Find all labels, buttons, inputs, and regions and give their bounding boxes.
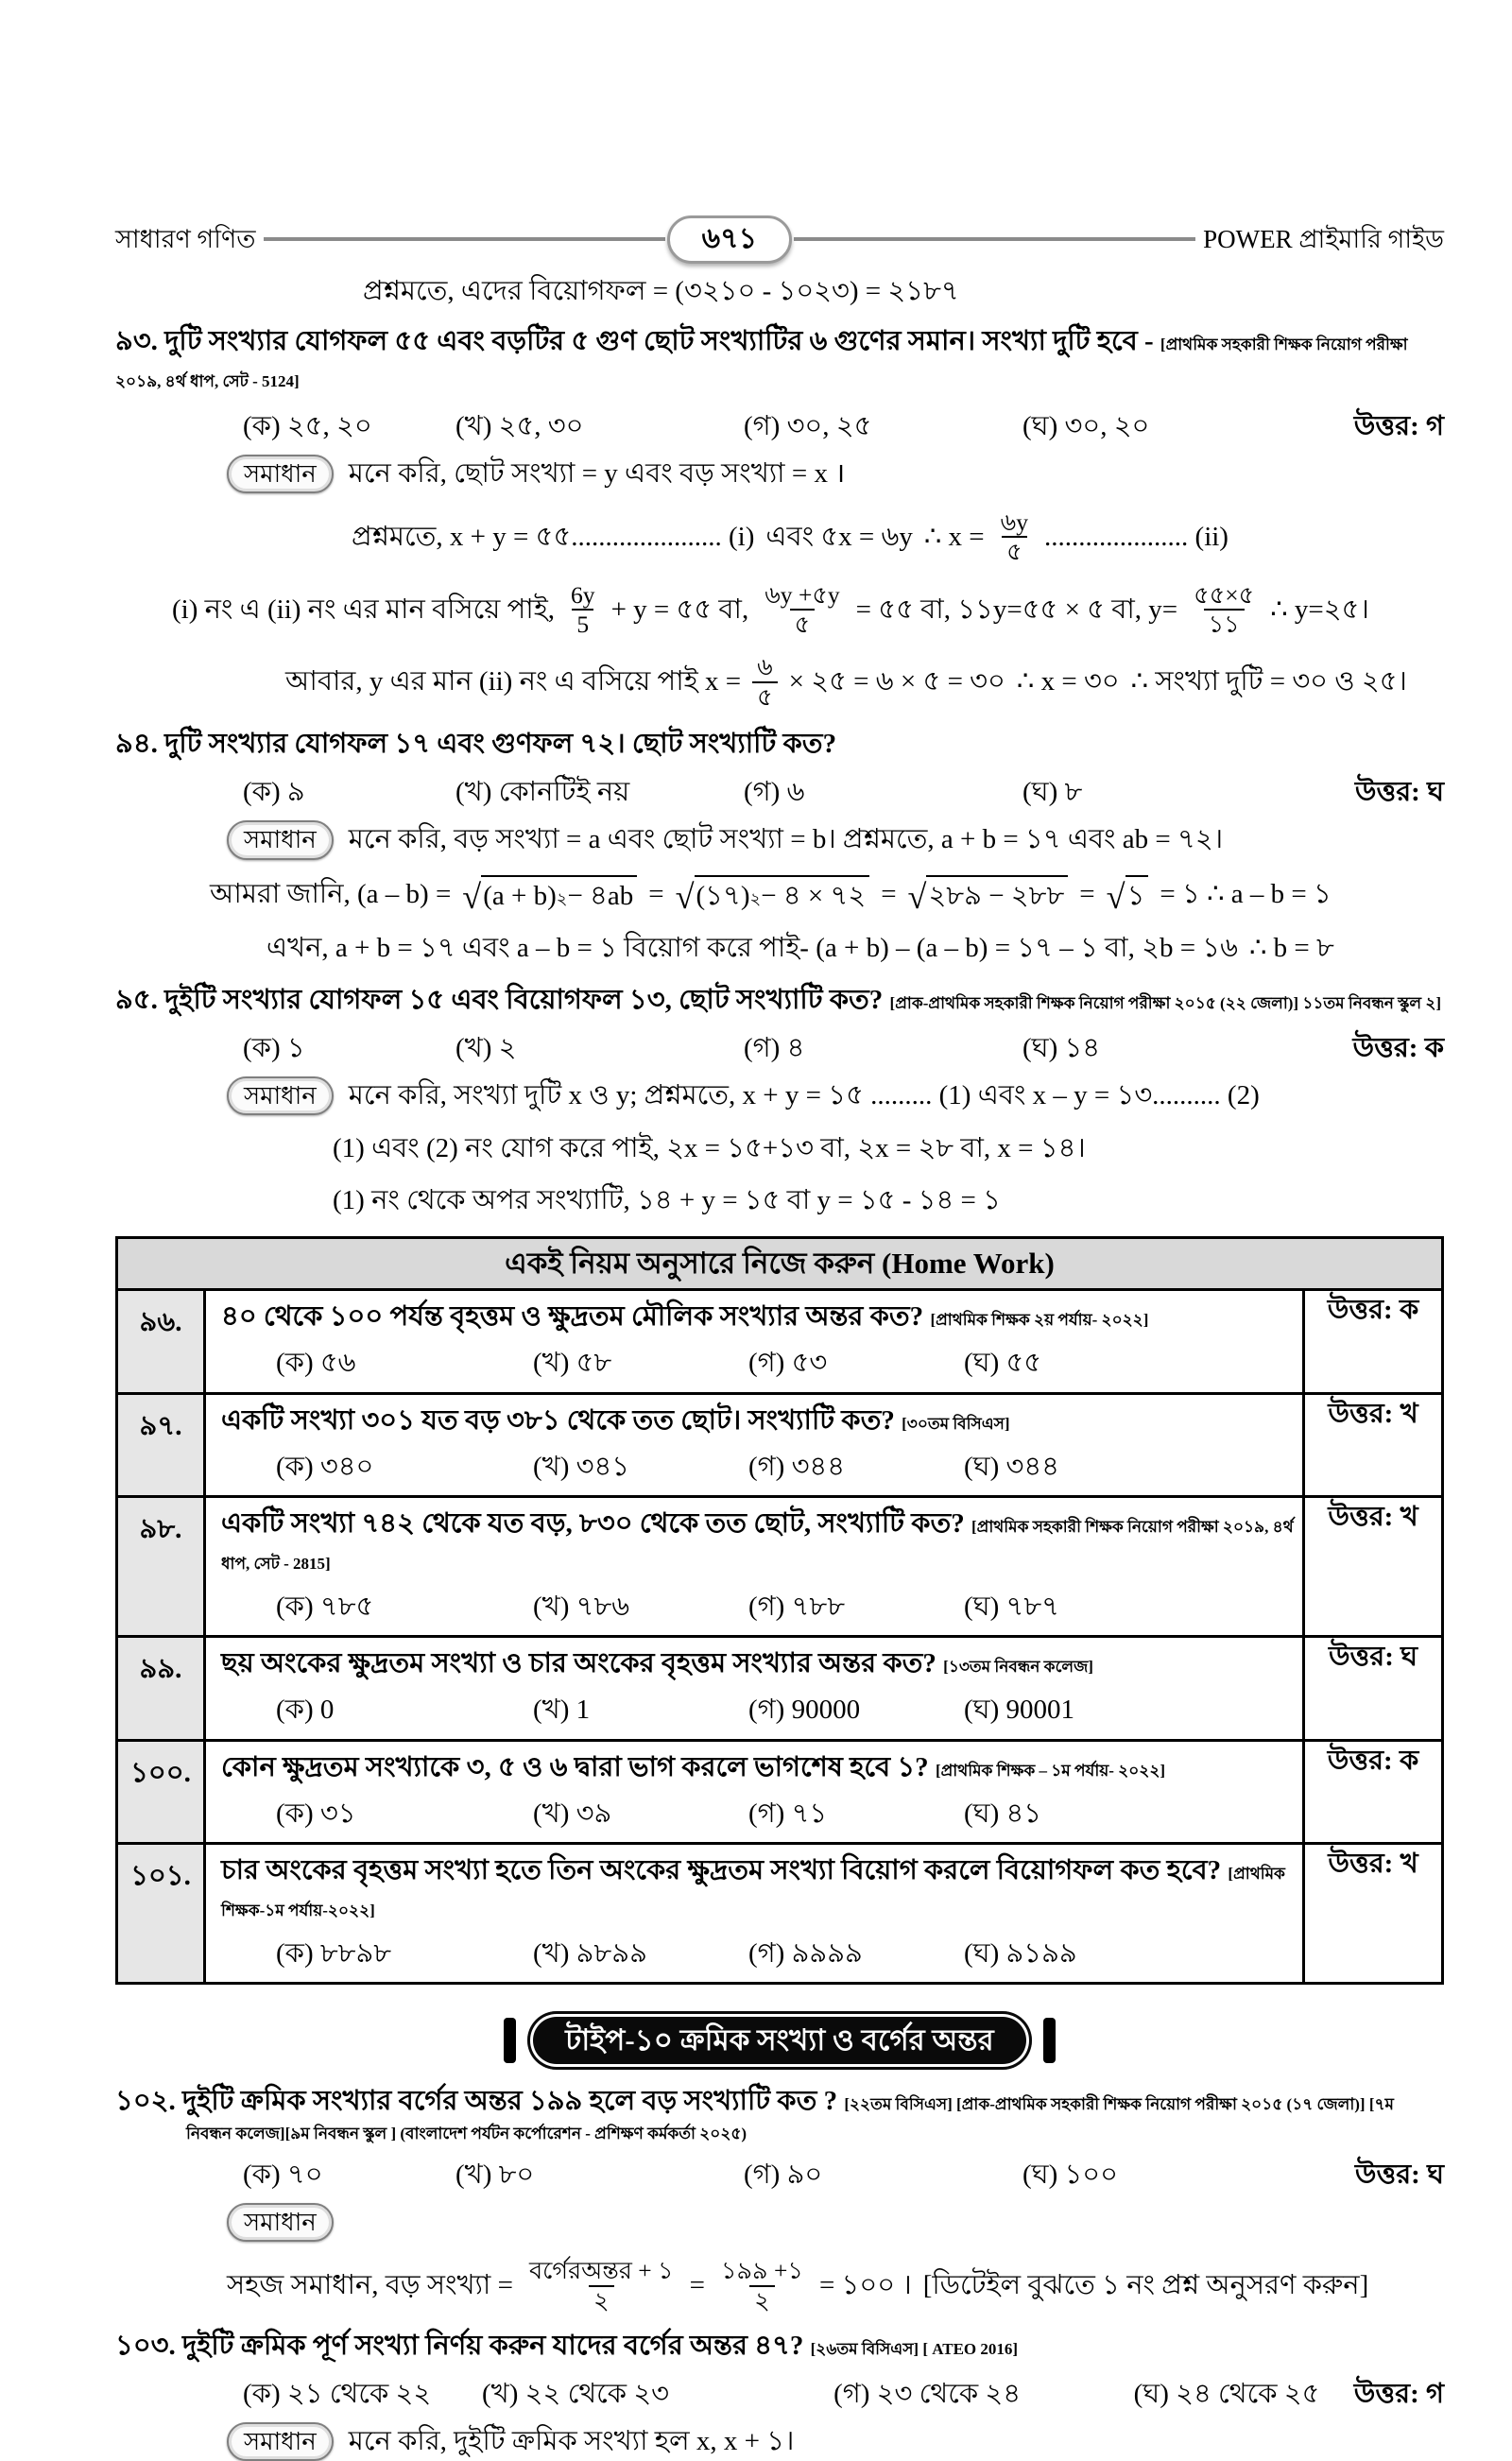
options-row xyxy=(276,1589,1295,1626)
options-row xyxy=(276,1345,1295,1382)
solution-intro: মনে করি, ছোট সংখ্যা = y এবং বড় সংখ্যা = x । xyxy=(348,458,846,490)
question-line xyxy=(115,982,1444,1019)
equation-line xyxy=(333,1182,1444,1219)
option-b: (খ) ৩৯ xyxy=(533,1798,612,1829)
question-line xyxy=(115,726,1444,763)
equation-line: (i) নং এ (ii) নং এর মান বসিয়ে পাই, $\frac{6y}{5}$ + y = ৫৫ বা, $\frac{৬y +৫y}{৫}$ = ৫৫ বা, ১১y=৫৫ × ৫ বা, y= $\frac{৫৫\times ৫}{১১}$ ∴ y=২৫। xyxy=(172,580,1369,639)
option-d: (ঘ) ১৪ xyxy=(1022,1032,1101,1063)
option-b: (খ) ৫৮ xyxy=(533,1348,612,1379)
question-source: [প্রাথমিক সহকারী শিক্ষক নিয়োগ পরীক্ষা ২০১৯, ৪র্থ ধাপ, সেট - 5124] xyxy=(115,335,1408,390)
solution-row xyxy=(227,820,1444,859)
question-number: ৯৬. xyxy=(117,1290,205,1393)
question-102 xyxy=(115,2083,1444,2315)
question-text: একটি সংখ্যা ৭৪২ থেকে যত বড়, ৮৩০ থেকে তত ছোট, সংখ্যাটি কত? xyxy=(221,1507,965,1539)
solution-badge: সমাধান xyxy=(227,1076,334,1115)
options-row xyxy=(276,1936,1295,1972)
question-number: ১০৩. xyxy=(115,2331,176,2362)
homework-title: একই নিয়ম অনুসারে নিজে করুন (Home Work) xyxy=(117,1238,1443,1290)
question-text: দুইটি ক্রমিক সংখ্যার বর্গের অন্তর ১৯৯ হলে বড় সংখ্যাটি কত ? xyxy=(182,2086,838,2117)
option-c: (গ) ৭৮৮ xyxy=(748,1592,846,1623)
section-banner-title: টাইপ-১০ ক্রমিক সংখ্যা ও বর্গের অন্তর xyxy=(527,2011,1031,2070)
question-source: [প্রাথমিক শিক্ষক-১ম পর্যায়-২০২২] xyxy=(221,1864,1285,1919)
option-a: (ক) ২১ থেকে ২২ xyxy=(243,2379,432,2410)
option-b: (খ) ২ xyxy=(455,1032,517,1063)
question-source: [২২তম বিসিএস] [প্রাক-প্রাথমিক সহকারী শিক্ষক নিয়োগ পরীক্ষা ২০১৫ (১৭ জেলা)] [৭ম xyxy=(844,2095,1394,2114)
header-rule-right xyxy=(794,237,1195,241)
answer-label: উত্তর: ক xyxy=(1352,1032,1444,1063)
option-b: (খ) ২৫, ৩০ xyxy=(455,410,584,441)
question-text: কোন ক্ষুদ্রতম সংখ্যাকে ৩, ৫ ও ৬ দ্বারা ভাগ করলে ভাগশেষ হবে ১? xyxy=(221,1751,929,1782)
option-c: (গ) ৭১ xyxy=(748,1798,828,1829)
option-c: (গ) ৯০ xyxy=(744,2160,823,2191)
question-number: ৯৩. xyxy=(115,325,158,356)
question-number: ৯৯. xyxy=(117,1637,205,1740)
options-row xyxy=(276,1449,1295,1486)
equation-line: আবার, y এর মান (ii) নং এ বসিয়ে পাই x = $\frac{৬}{৫}$ × ২৫ = ৬ × ৫ = ৩০ ∴ x = ৩০ ∴ সংখ্যা দুটি = ৩০ ও ২৫। xyxy=(285,653,1407,711)
solution-row xyxy=(227,455,1444,493)
homework-row-98 xyxy=(117,1496,1443,1636)
equation-line xyxy=(333,1130,1444,1167)
equation-text: (1) নং থেকে অপর সংখ্যাটি, ১৪ + y = ১৫ বা y = ১৫ - ১৪ = ১ xyxy=(333,1185,1001,1216)
homework-row-101 xyxy=(117,1843,1443,1983)
option-b: (খ) ৭৮৬ xyxy=(533,1592,630,1623)
answer-label: উত্তর: ঘ xyxy=(1354,2160,1444,2191)
answer-label: উত্তর: ক xyxy=(1304,1740,1443,1843)
question-text: দুটি সংখ্যার যোগফল ৫৫ এবং বড়টির ৫ গুণ ছোট সংখ্যাটির ৬ গুণের সমান। সংখ্যা দুটি হবে - xyxy=(164,325,1154,356)
option-d: (ঘ) ৯১৯৯ xyxy=(964,1938,1077,1970)
header-rule-left xyxy=(264,237,665,241)
option-d: (ঘ) ৫৫ xyxy=(964,1348,1042,1379)
homework-row-96 xyxy=(117,1290,1443,1393)
question-text: একটি সংখ্যা ৩০১ যত বড় ৩৮১ থেকে তত ছোট। সংখ্যাটি কত? xyxy=(221,1404,895,1436)
option-a: (ক) ২৫, ২০ xyxy=(243,410,372,441)
banner-end-bar-left xyxy=(504,2018,516,2063)
option-d: (ঘ) ৮ xyxy=(1022,777,1083,808)
option-b: (খ) ২২ থেকে ২৩ xyxy=(482,2379,670,2410)
answer-label: উত্তর: গ xyxy=(1353,2379,1444,2410)
equation-line: এখন, a + b = ১৭ এবং a – b = ১ বিয়োগ করে পাই- (a + b) – (a – b) = ১৭ – ১ বা, ২b = ১৬ ∴ b = ৮ xyxy=(266,932,1334,963)
option-b: (খ) কোনটিই নয় xyxy=(455,777,630,808)
solution-badge: সমাধান xyxy=(227,2422,334,2461)
homework-row-99 xyxy=(117,1637,1443,1740)
option-d: (ঘ) ৩৪৪ xyxy=(964,1451,1059,1482)
question-line xyxy=(115,323,1444,397)
page-number-badge: ৬৭১ xyxy=(667,215,792,264)
answer-label: উত্তর: খ xyxy=(1304,1393,1443,1496)
solution-row xyxy=(227,2422,1444,2461)
question-number: ৯৫. xyxy=(115,984,158,1015)
option-c: (গ) 90000 xyxy=(748,1695,861,1726)
option-a: (ক) ৯ xyxy=(243,777,305,808)
answer-label: উত্তর: ক xyxy=(1304,1290,1443,1393)
option-a: (ক) 0 xyxy=(276,1695,335,1726)
option-d: (ঘ) 90001 xyxy=(964,1695,1074,1726)
option-a: (ক) ৮৮৯৮ xyxy=(276,1938,392,1970)
equation-line: প্রশ্নমতে, x + y = ৫৫...................... (i) এবং ৫x = ৬y ∴ x = $\frac{৬y}{৫}$ ..................... (ii) xyxy=(352,508,1228,566)
carryover-solution-line: প্রশ্নমতে, এদের বিয়োগফল = (৩২১০ - ১০২৩) = ২১৮৭ xyxy=(363,275,959,306)
answer-label: উত্তর: ঘ xyxy=(1304,1637,1443,1740)
option-c: (গ) ৯৯৯৯ xyxy=(748,1938,863,1970)
solution-badge: সমাধান xyxy=(227,455,334,493)
question-source: [২৬তম বিসিএস] [ ATEO 2016] xyxy=(810,2340,1019,2359)
question-text: ছয় অংকের ক্ষুদ্রতম সংখ্যা ও চার অংকের বৃহত্তম সংখ্যার অন্তর কত? xyxy=(221,1648,936,1679)
option-c: (গ) ৩৪৪ xyxy=(748,1451,846,1482)
question-source: [৩০তম বিসিএস] xyxy=(902,1414,1010,1433)
book-title: POWER প্রাইমারি গাইড xyxy=(1203,225,1445,254)
equation-line: আমরা জানি, (a – b) = √ (a + b) ২ − ৪ab = √ (১৭) ২ − ৪ × ৭২ = √ ২৮৯ − ২৮৮ = √ ১ = ১ ∴ a – b = ১ xyxy=(210,875,1444,915)
question-94 xyxy=(115,726,1444,967)
options-row xyxy=(276,1692,1295,1729)
question-source: [প্রাথমিক শিক্ষক – ১ম পর্যায়- ২০২২] xyxy=(935,1761,1166,1780)
solution-badge: সমাধান xyxy=(227,2203,334,2242)
question-text: ৪০ থেকে ১০০ পর্যন্ত বৃহত্তম ও ক্ষুদ্রতম মৌলিক সংখ্যার অন্তর কত? xyxy=(221,1301,924,1333)
question-number: ৯৮. xyxy=(117,1496,205,1636)
question-number: ১০০. xyxy=(117,1740,205,1843)
question-line xyxy=(115,2083,1444,2145)
question-95 xyxy=(115,982,1444,1220)
section-banner xyxy=(115,2011,1444,2070)
options-row xyxy=(243,408,1444,445)
solution-row xyxy=(227,2203,1444,2315)
options-row xyxy=(243,774,1444,811)
option-a: (ক) ৭৮৫ xyxy=(276,1592,374,1623)
question-number: ৯৪. xyxy=(115,729,158,760)
options-row xyxy=(243,2157,1444,2194)
equation-line: সহজ সমাধান, বড় সংখ্যা = $\frac{\text{বর্গেরঅন্তর + ১}}{২}$ = $\frac{১৯৯ +১}{২}$ = ১০০ । [ডিটেইল বুঝতে ১ নং প্রশ্ন অনুসরণ করুন] xyxy=(227,2257,1369,2315)
question-text: চার অংকের বৃহত্তম সংখ্যা হতে তিন অংকের ক্ষুদ্রতম সংখ্যা বিয়োগ করলে বিয়োগফল কত হবে? xyxy=(221,1854,1222,1885)
options-row xyxy=(243,1030,1444,1067)
option-c: (গ) ৬ xyxy=(744,777,805,808)
question-text: দুইটি সংখ্যার যোগফল ১৫ এবং বিয়োগফল ১৩, ছোট সংখ্যাটি কত? xyxy=(164,984,884,1015)
solution-intro: মনে করি, দুইটি ক্রমিক সংখ্যা হল x, x + ১। xyxy=(348,2426,795,2457)
option-a: (ক) ১ xyxy=(243,1032,305,1063)
question-source: [১৩তম নিবন্ধন কলেজ] xyxy=(943,1658,1093,1677)
question-103 xyxy=(115,2328,1444,2461)
question-text: দুইটি ক্রমিক পূর্ণ সংখ্যা নির্ণয় করুন যাদের বর্গের অন্তর ৪৭? xyxy=(182,2331,804,2362)
question-93 xyxy=(115,323,1444,711)
option-b: (খ) ৯৮৯৯ xyxy=(533,1938,647,1970)
option-d: (ঘ) ৭৮৭ xyxy=(964,1592,1060,1623)
answer-label: উত্তর: খ xyxy=(1304,1843,1443,1983)
answer-label: উত্তর: গ xyxy=(1353,410,1444,441)
question-source-line2: নিবন্ধন কলেজ][৯ম নিবন্ধন স্কুল ] (বাংলাদেশ পর্যটন কর্পোরেশন - প্রশিক্ষণ কর্মকর্তা ২০২৫) xyxy=(186,2125,747,2143)
option-a: (ক) ৩৪০ xyxy=(276,1451,374,1482)
homework-row-100 xyxy=(117,1740,1443,1843)
solution-intro: মনে করি, বড় সংখ্যা = a এবং ছোট সংখ্যা = b। প্রশ্নমতে, a + b = ১৭ এবং ab = ৭২। xyxy=(348,824,1224,855)
option-c: (গ) ৪ xyxy=(744,1032,805,1063)
options-row xyxy=(243,2376,1444,2413)
option-d: (ঘ) ২৪ থেকে ২৫ xyxy=(1133,2379,1320,2410)
question-number: ৯৭. xyxy=(117,1393,205,1496)
option-b: (খ) ৩৪১ xyxy=(533,1451,630,1482)
option-c: (গ) ৫৩ xyxy=(748,1348,828,1379)
equation-text: (1) এবং (2) নং যোগ করে পাই, ২x = ১৫+১৩ বা, ২x = ২৮ বা, x = ১৪। xyxy=(333,1133,1086,1164)
homework-table xyxy=(115,1236,1444,1985)
option-a: (ক) ৩১ xyxy=(276,1798,356,1829)
banner-end-bar-right xyxy=(1043,2018,1056,2063)
solution-badge: সমাধান xyxy=(227,820,334,859)
option-d: (ঘ) ৪১ xyxy=(964,1798,1042,1829)
page-header xyxy=(115,215,1444,264)
chapter-title: সাধারণ গণিত xyxy=(115,225,256,254)
options-row xyxy=(276,1796,1295,1833)
question-line xyxy=(115,2328,1444,2365)
solution-intro: মনে করি, সংখ্যা দুটি x ও y; প্রশ্নমতে, x + y = ১৫ ......... (1) এবং x – y = ১৩.......... (2) xyxy=(348,1080,1260,1111)
question-number: ১০১. xyxy=(117,1843,205,1983)
answer-label: উত্তর: ঘ xyxy=(1354,777,1444,808)
question-source: [প্রাথমিক শিক্ষক ২য় পর্যায়- ২০২২] xyxy=(930,1311,1149,1330)
option-c: (গ) ৩০, ২৫ xyxy=(744,410,872,441)
option-b: (খ) ৮০ xyxy=(455,2160,535,2191)
question-text: দুটি সংখ্যার যোগফল ১৭ এবং গুণফল ৭২। ছোট সংখ্যাটি কত? xyxy=(164,729,837,760)
homework-row-97 xyxy=(117,1393,1443,1496)
answer-label: উত্তর: খ xyxy=(1304,1496,1443,1636)
question-source: [প্রাথমিক সহকারী শিক্ষক নিয়োগ পরীক্ষা ২০১৯, ৪র্থ ধাপ, সেট - 2815] xyxy=(221,1517,1294,1573)
option-a: (ক) ৫৬ xyxy=(276,1348,356,1379)
option-b: (খ) 1 xyxy=(533,1695,591,1726)
option-d: (ঘ) ৩০, ২০ xyxy=(1022,410,1150,441)
question-source: [প্রাক-প্রাথমিক সহকারী শিক্ষক নিয়োগ পরীক্ষা ২০১৫ (২২ জেলা)] ১১তম নিবন্ধন স্কুল ২] xyxy=(889,993,1442,1012)
option-d: (ঘ) ১০০ xyxy=(1022,2160,1119,2191)
question-number: ১০২. xyxy=(115,2086,176,2117)
solution-row xyxy=(227,1076,1444,1115)
option-c: (গ) ২৩ থেকে ২৪ xyxy=(833,2379,1022,2410)
option-a: (ক) ৭০ xyxy=(243,2160,323,2191)
